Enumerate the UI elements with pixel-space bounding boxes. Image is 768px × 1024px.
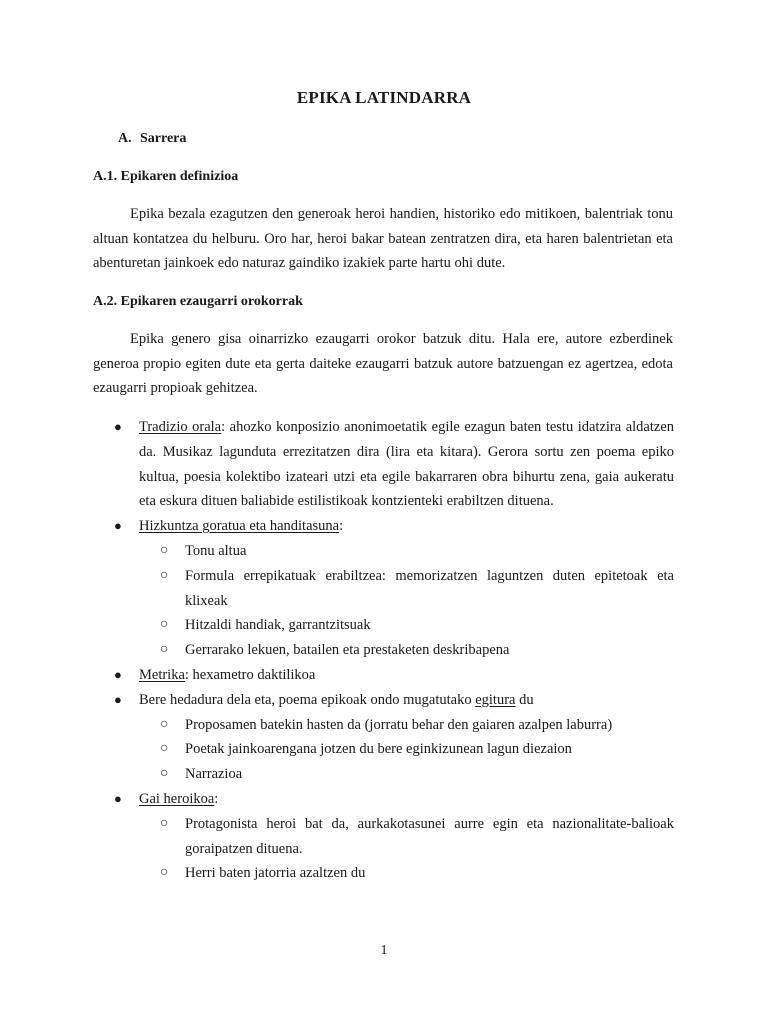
- paragraph-characteristics: Epika genero gisa oinarrizko ezaugarri orokor batzuk ditu. Hala ere, autore ezberdinek generoa propio egiten dute eta gerta daiteke ezaugarri batzuk autore batzuengan ez agertzea, edota ezaugarri propioak gehitzea.: [93, 331, 673, 397]
- term-tradizio-orala: Tradizio orala: [139, 419, 222, 435]
- section-title: Sarrera: [140, 131, 187, 146]
- term-metrika: Metrika: [139, 666, 185, 683]
- item-text: : ahozko konposizio anonimoetatik egile ezagun baten testu idatzira aldatzen da. Musikaz lagunduta errezitatzen dira (lira eta kitara). Gerora sortu zen poema epiko kultua, poesia kolektibo izateari utzi eta egile bakarraren obra bihurtu zena, gaia aukeratu eta eskura dituen baliabide estilistikoak kontzienteki erabiltzen dituena.: [139, 419, 675, 510]
- term-hizkuntza: Hizkuntza goratua eta handitasuna: [139, 518, 340, 535]
- sub-list-item: [0, 762, 674, 787]
- sub-list-item: [0, 539, 674, 564]
- circle-bullet-icon: ○: [160, 567, 169, 583]
- circle-bullet-icon: ○: [160, 617, 169, 633]
- circle-bullet-icon: ○: [160, 542, 169, 558]
- sub-list-item: [0, 564, 674, 614]
- list-item: [0, 688, 674, 713]
- sub-list-item: [0, 613, 674, 638]
- bullet-icon: ●: [114, 419, 122, 434]
- item-text: du: [515, 691, 534, 708]
- paragraph-definition: Epika bezala ezagutzen den generoak heroi handien, historiko edo mitikoen, balentriak tonu altuan kontatzea du helburu. Oro har, heroi bakar batean zentratzen dira, eta haren balentrietan eta abenturetan jainkoek edo naturaz gaindiko izakiek parte hartu ohi dute.: [93, 206, 673, 272]
- item-text: Herri baten jatorria azaltzen du: [185, 865, 366, 882]
- subheading-definition: A.1. Epikaren definizioa: [93, 169, 239, 184]
- item-text: Poetak jainkoarengana jotzen du bere eginkizunean lagun diezaion: [185, 741, 572, 758]
- bullet-icon: ●: [114, 691, 122, 707]
- characteristics-list: [0, 415, 768, 886]
- item-text: : hexametro daktilikoa: [184, 666, 316, 683]
- bullet-icon: ●: [114, 518, 122, 534]
- term-gai-heroikoa: Gai heroikoa: [139, 790, 215, 807]
- sub-list-item: [0, 737, 674, 762]
- item-text: Hitzaldi handiak, garrantzitsuak: [185, 617, 371, 634]
- item-text: Bere hedadura dela eta, poema epikoak ondo mugatutako: [139, 691, 476, 708]
- section-label: A.: [118, 131, 132, 146]
- list-item: [0, 787, 674, 812]
- section-heading-sarrera: [118, 131, 186, 147]
- item-text: :: [339, 518, 344, 535]
- circle-bullet-icon: ○: [160, 766, 169, 782]
- circle-bullet-icon: ○: [160, 741, 169, 757]
- sub-list-item: [0, 713, 674, 738]
- item-text: Protagonista heroi bat da, aurkakotasunei aurre egin eta nazionalitate-balioak goraipatzen dituena.: [185, 815, 674, 857]
- item-text: Formula errepikatuak erabiltzea: memorizatzen laguntzen duten epitetoak eta klixeak: [185, 567, 674, 609]
- sub-list-item: [0, 638, 674, 663]
- item-text: :: [214, 790, 219, 807]
- term-egitura: egitura: [475, 691, 516, 708]
- circle-bullet-icon: ○: [160, 815, 169, 831]
- page-number: 1: [380, 943, 388, 958]
- item-text: Tonu altua: [185, 542, 247, 559]
- list-item: [0, 663, 674, 688]
- list-item: [0, 514, 674, 539]
- subheading-characteristics: A.2. Epikaren ezaugarri orokorrak: [93, 294, 303, 309]
- item-text: Gerrarako lekuen, batailen eta prestaketen deskribapena: [185, 642, 510, 659]
- circle-bullet-icon: ○: [160, 716, 169, 732]
- bullet-icon: ●: [114, 790, 122, 806]
- item-text: Proposamen batekin hasten da (jorratu behar den gaiaren azalpen laburra): [185, 716, 613, 733]
- sub-list-item: [0, 861, 674, 886]
- circle-bullet-icon: ○: [160, 865, 169, 881]
- document-title: EPIKA LATINDARRA: [296, 88, 472, 107]
- bullet-icon: ●: [114, 666, 122, 682]
- item-text: Narrazioa: [185, 766, 243, 783]
- sub-list-item: [0, 812, 674, 862]
- list-item: [0, 415, 674, 514]
- circle-bullet-icon: ○: [160, 642, 169, 658]
